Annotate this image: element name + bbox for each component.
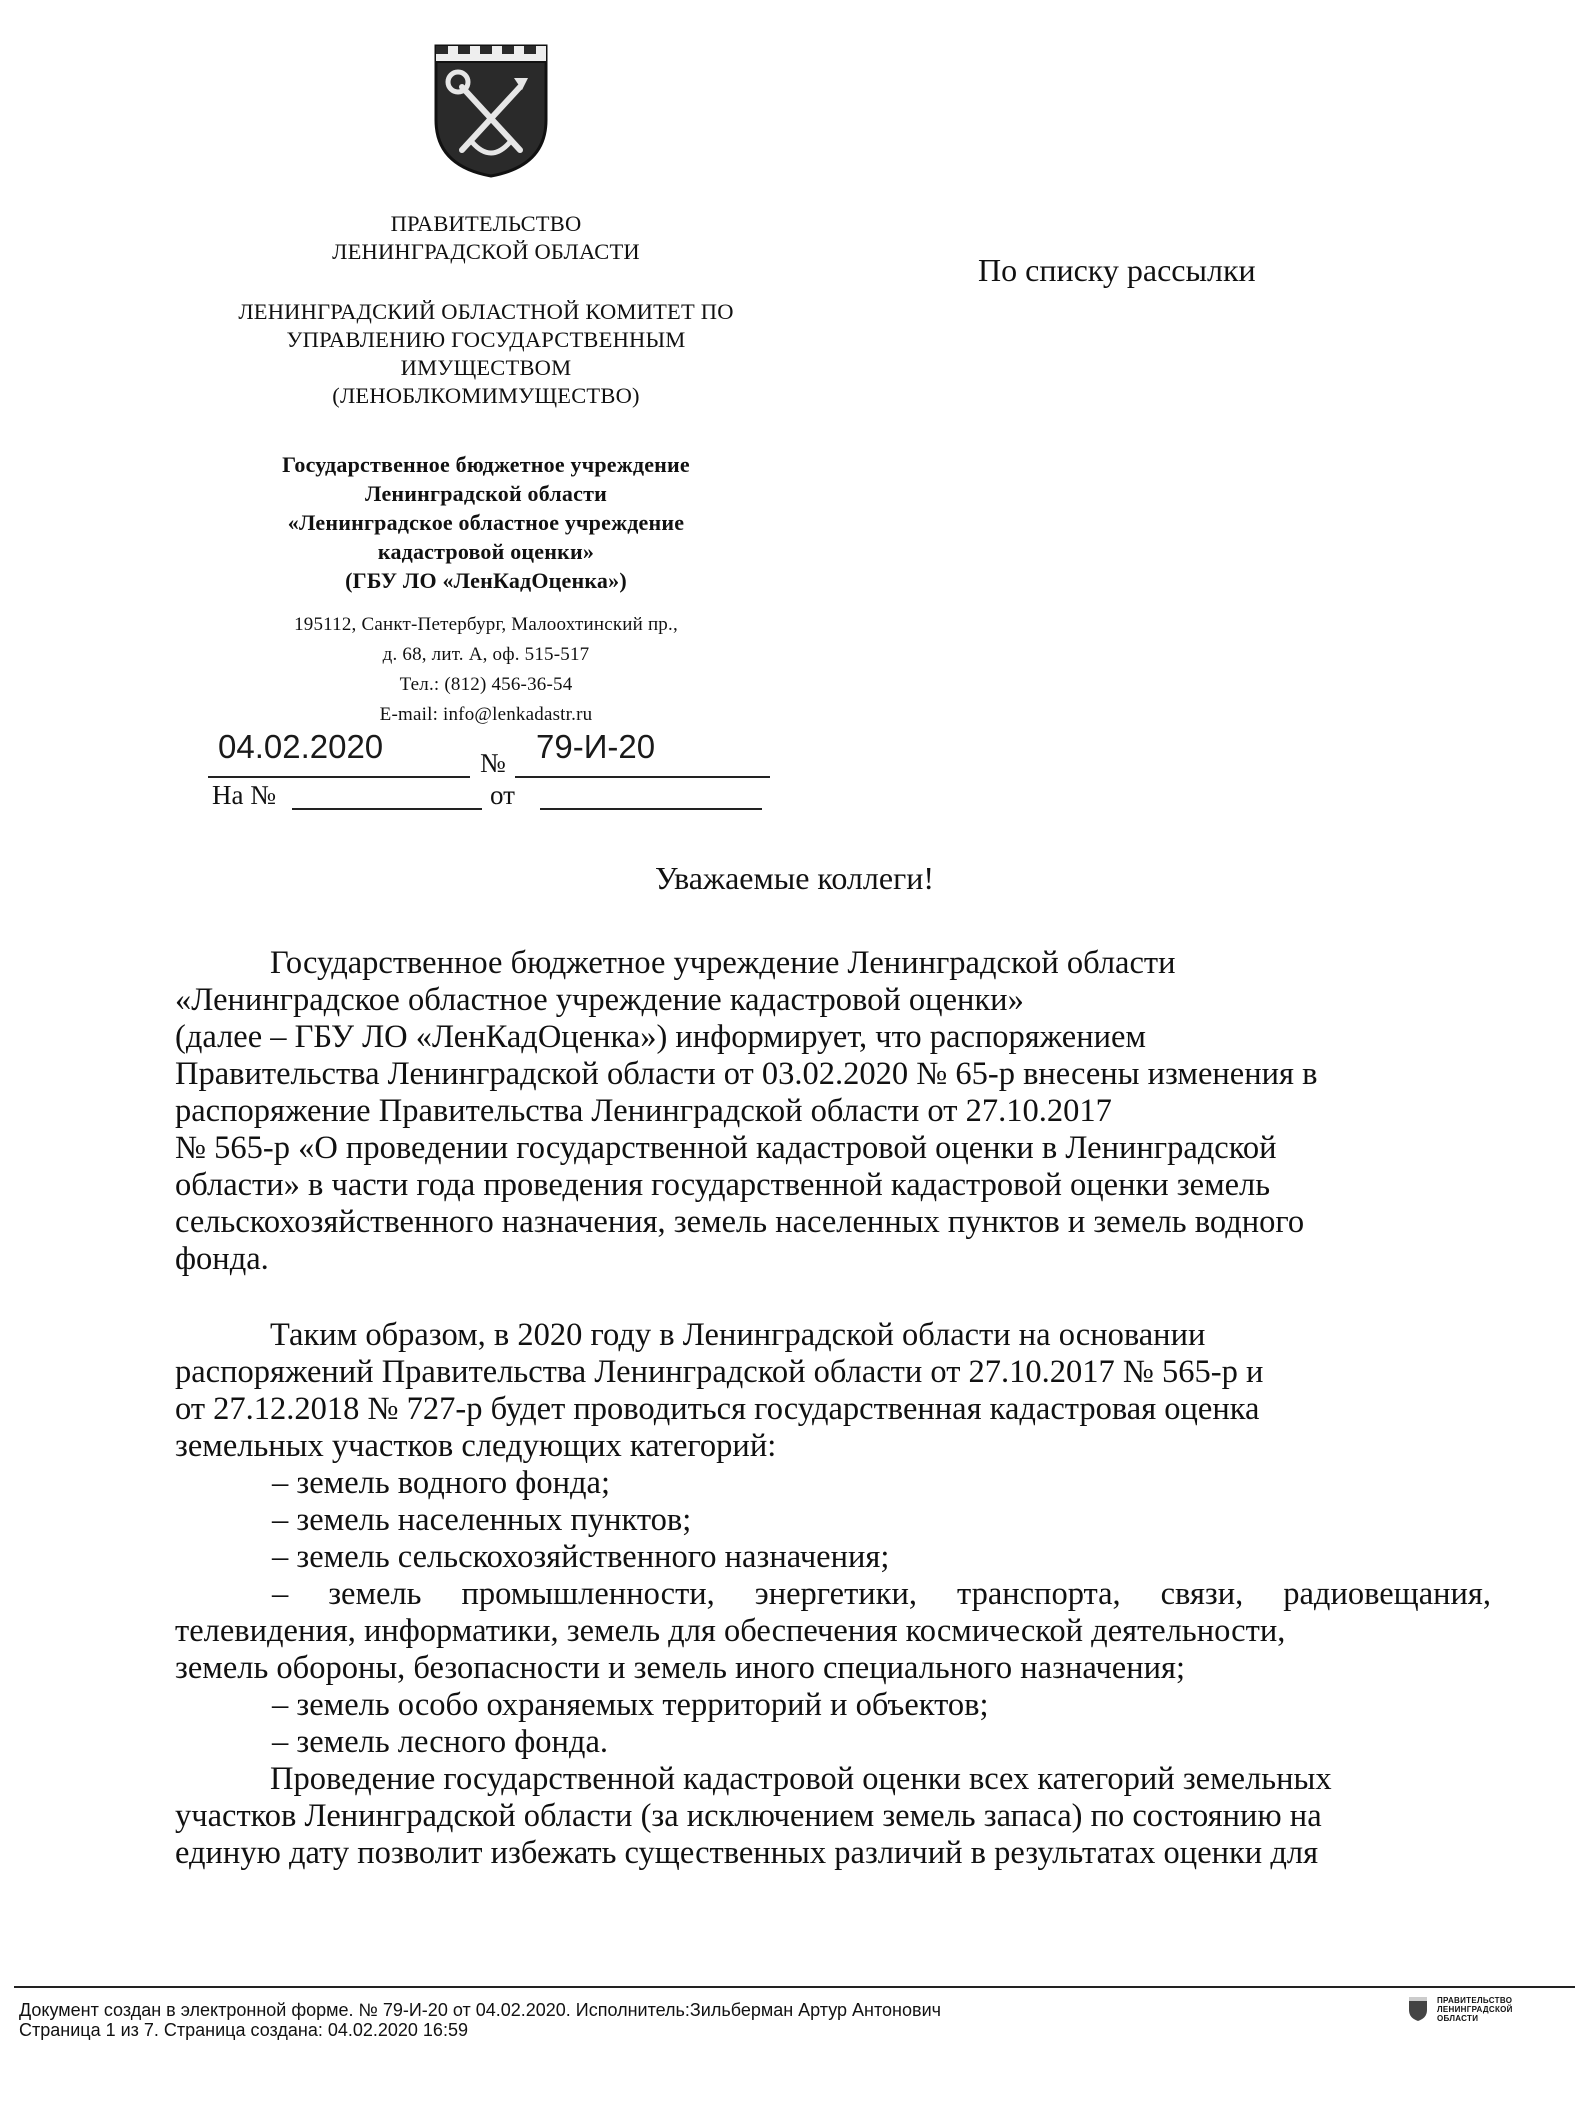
footer-rule <box>14 1986 1575 1988</box>
footer-coat-of-arms-icon <box>1408 1996 1428 2022</box>
footer-org-line-1: ПРАВИТЕЛЬСТВО <box>1437 1996 1513 2005</box>
ref-date-underline <box>540 808 762 810</box>
organization-contacts <box>216 610 756 730</box>
phone: Тел.: (812) 456-36-54 <box>399 674 573 695</box>
footer-organization <box>1437 1996 1513 2023</box>
paragraph-2 <box>175 1317 1491 1465</box>
org-line-3: «Ленинградское областное учреждение <box>287 510 685 535</box>
list-cont-line: земель обороны, безопасности и земель иного специального назначения; <box>175 1650 1185 1686</box>
list-item: – земель водного фонда; <box>272 1465 610 1501</box>
p3-line: единую дату позволит избежать существенных различий в результатах оценки для <box>175 1835 1319 1871</box>
registration-number: 79-И-20 <box>536 728 656 765</box>
p2-line: земельных участков следующих категорий: <box>175 1428 777 1464</box>
committee-line-3: ИМУЩЕСТВОМ <box>400 355 572 380</box>
footer-line-2: Страница 1 из 7. Страница создана: 04.02.2020 16:59 <box>19 2020 468 2040</box>
p1-line: фонда. <box>175 1241 269 1277</box>
p2-line: от 27.12.2018 № 727-р будет проводиться государственная кадастровая оценка <box>175 1391 1260 1427</box>
greeting: Уважаемые коллеги! <box>655 860 934 896</box>
p1-line: (далее – ГБУ ЛО «ЛенКадОценка») информирует, что распоряжением <box>175 1019 1146 1055</box>
p1-line: Правительства Ленинградской области от 03.02.2020 № 65-р внесены изменения в <box>175 1056 1318 1092</box>
p1-line: области» в части года проведения государственной кадастровой оценки земель <box>175 1167 1271 1203</box>
category-list <box>272 1465 1491 1613</box>
org-line-2: Ленинградской области <box>365 481 607 506</box>
email: E-mail: info@lenkadastr.ru <box>379 704 593 725</box>
org-line-5: (ГБУ ЛО «ЛенКадОценка») <box>345 568 627 593</box>
p3-line: Проведение государственной кадастровой оценки всех категорий земельных <box>270 1761 1332 1797</box>
recipient: По списку рассылки <box>978 252 1256 288</box>
footer-org-line-3: ОБЛАСТИ <box>1437 2014 1479 2023</box>
p1-line: распоряжение Правительства Ленинградской области от 27.10.2017 <box>175 1093 1112 1129</box>
org-line-4: кадастровой оценки» <box>377 539 595 564</box>
category-list-continuation <box>175 1613 1491 1687</box>
list-cont-line: телевидения, информатики, земель для обеспечения космической деятельности, <box>175 1613 1286 1649</box>
paragraph-1 <box>175 945 1491 1278</box>
number-label: № <box>480 748 506 778</box>
p1-line: Государственное бюджетное учреждение Ленинградской области <box>270 945 1176 981</box>
p1-line: № 565-р «О проведении государственной кадастровой оценки в Ленинградской <box>175 1130 1277 1166</box>
footer-line-1: Документ создан в электронной форме. № 79-И-20 от 04.02.2020. Исполнитель:Зильберман Артур Антонович <box>19 2000 941 2020</box>
address-line-1: 195112, Санкт-Петербург, Малоохтинский пр., <box>294 614 678 635</box>
footer-org-line-2: ЛЕНИНГРАДСКОЙ <box>1437 2005 1513 2014</box>
organization-title <box>216 450 756 595</box>
list-item: – земель сельскохозяйственного назначения; <box>272 1539 890 1575</box>
number-underline <box>515 776 770 778</box>
p1-line: сельскохозяйственного назначения, земель населенных пунктов и земель водного <box>175 1204 1305 1240</box>
list-item: – земель лесного фонда. <box>272 1724 608 1760</box>
paragraph-3 <box>175 1761 1491 1872</box>
p1-line: «Ленинградское областное учреждение кадастровой оценки» <box>175 982 1024 1018</box>
p3-line: участков Ленинградской области (за исключением земель запаса) по состоянию на <box>175 1798 1322 1834</box>
registration-date: 04.02.2020 <box>218 728 384 765</box>
list-item: – земель особо охраняемых территорий и объектов; <box>272 1687 989 1723</box>
gov-line-2: ЛЕНИНГРАДСКОЙ ОБЛАСТИ <box>332 239 640 264</box>
category-list-2 <box>272 1687 1491 1761</box>
ref-number-underline <box>292 808 482 810</box>
committee-line-1: ЛЕНИНГРАДСКИЙ ОБЛАСТНОЙ КОМИТЕТ ПО <box>238 299 734 324</box>
date-underline <box>208 776 470 778</box>
address-line-2: д. 68, лит. А, оф. 515-517 <box>382 644 590 665</box>
p2-line: распоряжений Правительства Ленинградской области от 27.10.2017 № 565-р и <box>175 1354 1264 1390</box>
p2-line: Таким образом, в 2020 году в Ленинградской области на основании <box>270 1317 1206 1353</box>
ref-date-label: от <box>490 780 515 810</box>
gov-line-1: ПРАВИТЕЛЬСТВО <box>390 211 582 236</box>
committee-line-2: УПРАВЛЕНИЮ ГОСУДАРСТВЕННЫМ <box>286 327 686 352</box>
ref-number-label: На № <box>212 780 276 810</box>
government-title <box>216 210 756 266</box>
coat-of-arms-icon <box>432 42 550 180</box>
list-item: – земель промышленности, энергетики, транспорта, связи, радиовещания, <box>272 1576 1491 1612</box>
list-item: – земель населенных пунктов; <box>272 1502 692 1538</box>
committee-line-4: (ЛЕНОБЛКОМИМУЩЕСТВО) <box>332 383 640 408</box>
committee-title <box>216 298 756 410</box>
org-line-1: Государственное бюджетное учреждение <box>282 452 690 477</box>
